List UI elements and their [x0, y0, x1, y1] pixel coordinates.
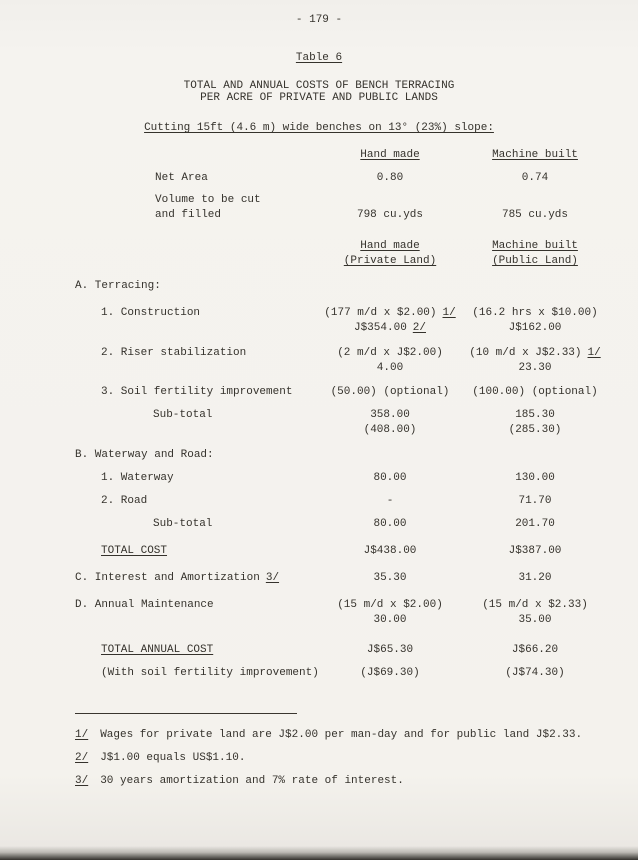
table-row — [75, 306, 638, 321]
col2-value: J$66.20 — [511, 644, 559, 656]
row-label — [75, 321, 315, 336]
table-row — [75, 448, 638, 463]
col1-value: 35.30 — [373, 572, 407, 584]
col1-value — [315, 279, 465, 294]
footnote — [75, 774, 638, 789]
row-label: 2. Road — [101, 495, 148, 507]
col1-value — [315, 193, 465, 208]
footnote-ref: 1/ — [587, 347, 601, 359]
col1-value: J$354.00 2/ — [353, 322, 426, 334]
col2-value: (285.30) — [508, 424, 562, 436]
col1-value: 80.00 — [373, 472, 407, 484]
cost-table-subheader-row — [75, 254, 638, 269]
col1-value: 4.00 — [376, 362, 404, 374]
footnotes — [0, 728, 638, 789]
row-label — [75, 423, 315, 438]
row-label: 1. Waterway — [101, 472, 174, 484]
footnote-ref: 1/ — [442, 307, 456, 319]
row-label: D. Annual Maintenance — [75, 599, 214, 611]
col1-value: (177 m/d x $2.00) 1/ — [324, 307, 456, 319]
table-label: Table 6 — [295, 52, 343, 64]
page-number: - 179 - — [295, 14, 343, 26]
col2-value: (J$74.30) — [505, 667, 565, 679]
total-cost-row — [75, 544, 638, 559]
table-row — [75, 666, 638, 681]
table-row — [75, 571, 638, 586]
table-row — [75, 408, 638, 423]
col2-value: 130.00 — [515, 472, 555, 484]
col1-value — [315, 448, 465, 463]
col2-value: (10 m/d x J$2.33) 1/ — [469, 347, 601, 359]
row-label: C. Interest and Amortization 3/ — [75, 572, 280, 584]
column-subheader-private-land: (Private Land) — [343, 255, 437, 267]
column-header-hand-made: Hand made — [360, 240, 420, 252]
col2-value: J$387.00 — [508, 545, 562, 557]
column-header-machine-built: Machine built — [492, 240, 578, 252]
row-label: 3. Soil fertility improvement — [101, 386, 293, 398]
footnote-text: Wages for private land are J$2.00 per man-day and for public land J$2.33. — [100, 729, 583, 741]
row-label: A. Terracing: — [75, 280, 161, 292]
col2-value: (15 m/d x $2.33) — [482, 599, 588, 611]
col2-value — [465, 193, 605, 208]
col1-value: (408.00) — [363, 424, 417, 436]
cost-table — [0, 239, 638, 681]
area-table-header-row — [75, 148, 638, 163]
table-row — [75, 494, 638, 509]
row-label: TOTAL ANNUAL COST — [101, 644, 214, 656]
col1-value: J$65.30 — [366, 644, 414, 656]
col1-value: 358.00 — [370, 409, 410, 421]
table-row — [75, 471, 638, 486]
spacer — [75, 239, 315, 254]
table-row — [75, 598, 638, 613]
footnote-marker: 2/ — [75, 752, 89, 764]
col2-value: (100.00) (optional) — [472, 386, 598, 398]
row-label: Volume to be cut — [155, 194, 261, 206]
col1-value: (50.00) (optional) — [330, 386, 450, 398]
footnote-text: 30 years amortization and 7% rate of interest. — [100, 775, 404, 787]
col2-value: 23.30 — [518, 362, 552, 374]
footnote-ref: 3/ — [265, 572, 280, 584]
row-label — [75, 361, 315, 376]
col1-value: 798 cu.yds — [356, 209, 423, 221]
footnote — [75, 751, 638, 766]
col2-value: 785 cu.yds — [501, 209, 568, 221]
table-row — [75, 361, 638, 376]
footnote-marker: 1/ — [75, 729, 89, 741]
total-annual-cost-row — [75, 643, 638, 658]
table-row — [75, 423, 638, 438]
col2-value: 0.74 — [521, 172, 549, 184]
footnote-rule — [75, 713, 297, 714]
col1-value: 80.00 — [373, 518, 407, 530]
scan-shadow-edge — [0, 846, 638, 860]
column-header-machine-built: Machine built — [492, 149, 578, 161]
table-row — [75, 279, 638, 294]
doc-title-line2: PER ACRE OF PRIVATE AND PUBLIC LANDS — [200, 92, 438, 104]
col2-value: 31.20 — [518, 572, 552, 584]
footnote-ref: 2/ — [412, 322, 426, 334]
col1-value: (15 m/d x $2.00) — [337, 599, 443, 611]
col1-value: (J$69.30) — [360, 667, 420, 679]
table-row — [75, 346, 638, 361]
col1-value: - — [386, 495, 394, 507]
column-header-hand-made: Hand made — [360, 149, 420, 161]
table-row — [75, 613, 638, 628]
row-label: Net Area — [155, 172, 208, 184]
row-label: TOTAL COST — [101, 545, 168, 557]
spacer — [75, 148, 315, 163]
table-row — [75, 385, 638, 400]
col1-value: (2 m/d x J$2.00) — [337, 347, 443, 359]
area-table — [0, 148, 638, 223]
footnote-text: J$1.00 equals US$1.10. — [100, 752, 246, 764]
col2-value: 201.70 — [515, 518, 555, 530]
doc-title-line1: TOTAL AND ANNUAL COSTS OF BENCH TERRACING — [183, 80, 455, 92]
footnote-marker: 3/ — [75, 775, 89, 787]
table-row — [75, 208, 638, 223]
row-label: Sub-total — [153, 409, 213, 421]
col2-value: 35.00 — [518, 614, 552, 626]
cost-table-header-row — [75, 239, 638, 254]
row-label: and filled — [155, 209, 222, 221]
col1-value: J$438.00 — [363, 545, 417, 557]
row-label: B. Waterway and Road: — [75, 449, 214, 461]
col2-value — [465, 279, 605, 294]
spacer — [75, 254, 315, 269]
col2-value: (16.2 hrs x $10.00) — [472, 307, 598, 319]
row-label: Sub-total — [153, 518, 213, 530]
table-row — [75, 171, 638, 186]
table-row — [75, 193, 638, 208]
col1-value: 30.00 — [373, 614, 407, 626]
table-row — [75, 517, 638, 532]
row-label: (With soil fertility improvement) — [101, 667, 319, 679]
col2-value — [465, 448, 605, 463]
column-subheader-public-land: (Public Land) — [492, 255, 578, 267]
col2-value: J$162.00 — [508, 322, 562, 334]
col1-value: 0.80 — [376, 172, 404, 184]
footnote — [75, 728, 638, 743]
col2-value: 71.70 — [518, 495, 552, 507]
row-label — [75, 613, 315, 628]
col2-value: 185.30 — [515, 409, 555, 421]
row-label: 2. Riser stabilization — [101, 347, 247, 359]
table-row — [75, 321, 638, 336]
table-subtitle: Cutting 15ft (4.6 m) wide benches on 13° (23%) slope: — [144, 122, 494, 134]
row-label: 1. Construction — [101, 307, 201, 319]
